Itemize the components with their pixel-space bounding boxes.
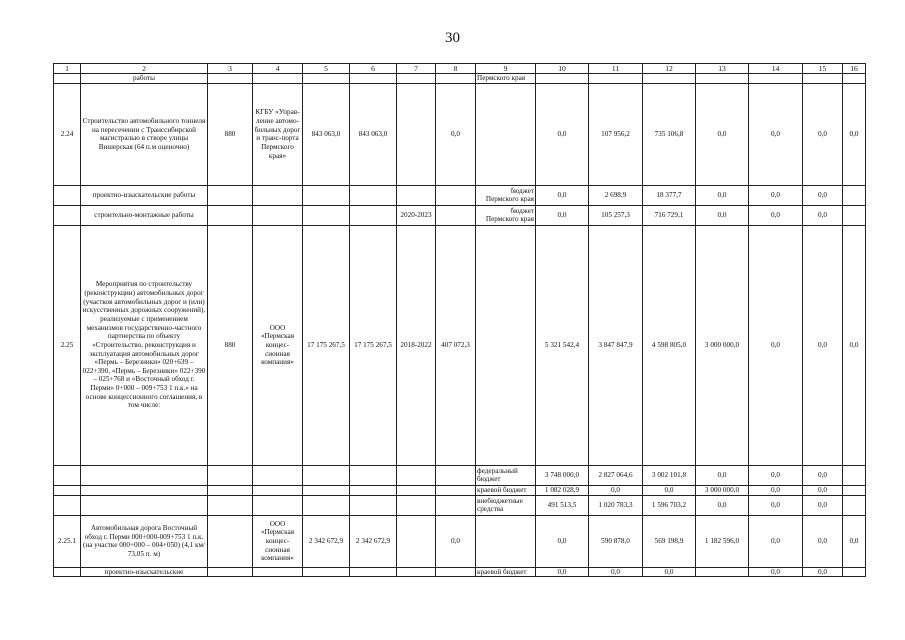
program-table: [53, 63, 866, 577]
header-cell: 15: [803, 64, 843, 74]
table-row: проектно-изыскательские краевой бюджет 0,0 0,0 0,0 0,0 0,0: [54, 567, 866, 577]
header-cell: 11: [589, 64, 643, 74]
header-row: [54, 64, 866, 74]
header-cell: 4: [253, 64, 303, 74]
page-number: 30: [445, 30, 460, 46]
table-row: внебюджетные средства 491 513,5 1 020 783,3 1 596 703,2 0,0 0,0 0,0: [54, 495, 866, 515]
header-cell: 6: [350, 64, 397, 74]
header-cell: 2: [81, 64, 208, 74]
header-cell: 9: [476, 64, 536, 74]
header-cell: 16: [843, 64, 866, 74]
header-cell: 13: [696, 64, 749, 74]
header-cell: 10: [536, 64, 589, 74]
table-row: федеральный бюджет 3 748 000,0 2 827 064,6 3 002 101,8 0,0 0,0 0,0: [54, 465, 866, 485]
header-cell: 3: [208, 64, 253, 74]
table-row: строительно-монтажные работы 2020-2023 бюджет Пермского края 0,0 105 257,3 716 729,1 0,0 0,0 0,0: [54, 205, 866, 225]
header-cell: 7: [397, 64, 436, 74]
header-cell: 5: [303, 64, 350, 74]
table-row: работы Пермского края: [54, 74, 866, 84]
table-row: проектно-изыскательские работы бюджет Пермского края 0,0 2 698,9 18 377,7 0,0 0,0 0,0: [54, 185, 866, 205]
header-cell: 1: [54, 64, 81, 74]
table-row: краевой бюджет 1 082 028,9 0,0 0,0 3 000 000,0 0,0 0,0: [54, 485, 866, 495]
table-row: 2.25 Мероприятия по строительству (реконструкции) автомобильных дорог (участков автомобильных дорог и (или) искусственных дорожных сооружений), реализуемые с применением механизмов государственно-частного партнерства по объекту «Строительство, реконструкция и эксплуатация автомобильных дорог «Пермь – Березники» 020+639 – 022+390, «Пермь – Березники» 022+390 – 025+768 и «Восточный обход г. Перми» 0+000 – 009+753 1 п.к.» на основе концессионного соглашения, в том числе: 880 ООО «Пермская концес-сионная компания» 17 175 267,5 17 175 267,5 2018-2022 407 072,3 5 321 542,4 3 847 847,9 4 598 805,0 3 000 000,0 0,0 0,0 0,0: [54, 225, 866, 465]
table-row: 2.25.1 Автомобильная дорога Восточный обход г. Перми 000+000-009+753 1 п.к. (на участке 000+000 – 004+050) (4,1 км/ 73,05 п. м) ООО «Пермская концес-сионная компания» 2 342 672,9 2 342 672,9 0,0 0,0 590 878,0 569 198,9 1 182 596,0 0,0 0,0 0,0: [54, 515, 866, 567]
header-cell: 8: [436, 64, 476, 74]
header-cell: 12: [643, 64, 696, 74]
table-row: 2.24 Строительство автомобильного тоннеля на пересечении с Транссибирской магистралью в створе улицы Вишерская (64 п.м оценочно) 880 КГБУ «Управ-ление автомо-бильных дорог и транс-порта Пермского края» 843 063,0 843 063,0 0,0 0,0 107 956,2 735 106,8 0,0 0,0 0,0 0,0: [54, 83, 866, 185]
header-cell: 14: [749, 64, 803, 74]
